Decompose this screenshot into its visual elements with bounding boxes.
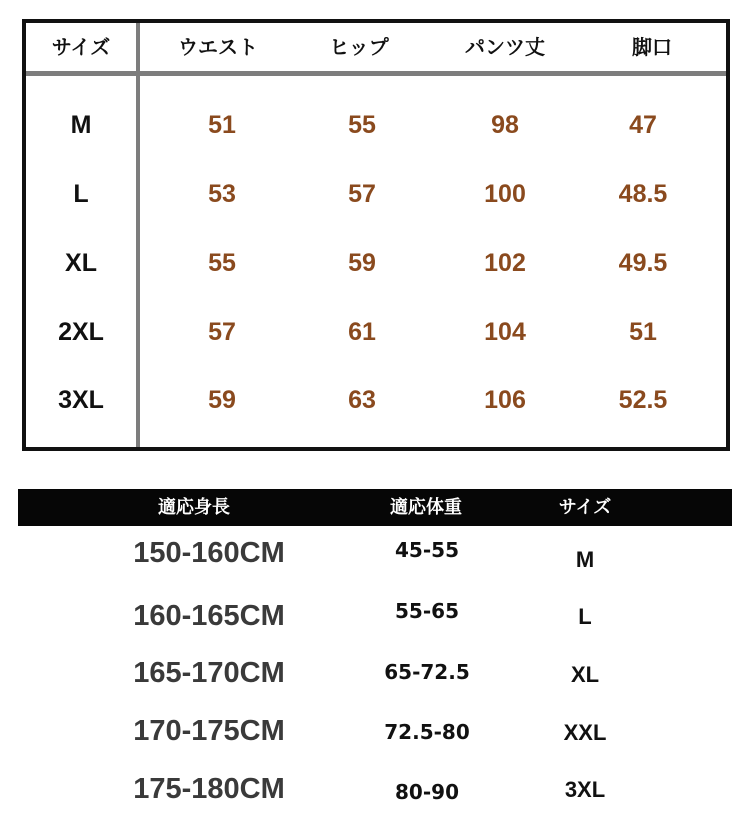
header-hip: ヒップ xyxy=(329,35,389,59)
hip-cell: 63 xyxy=(348,386,376,414)
header-fit-height: 適応身長 xyxy=(158,497,230,518)
header-divider xyxy=(26,71,726,76)
header-hem: 脚口 xyxy=(632,35,672,59)
waist-cell: 53 xyxy=(208,180,236,208)
fit-size-cell: L xyxy=(578,604,592,629)
fit-size-cell: 3XL xyxy=(564,777,606,802)
size-cell: L xyxy=(73,180,89,208)
length-cell: 102 xyxy=(484,249,526,277)
header-length: パンツ丈 xyxy=(465,35,545,59)
weight-cell: 65-72.5 xyxy=(384,660,470,684)
hem-cell: 48.5 xyxy=(618,180,668,208)
hem-cell: 51 xyxy=(629,318,657,346)
hem-cell: 49.5 xyxy=(618,249,668,277)
hip-cell: 59 xyxy=(348,249,376,277)
fit-size-cell: XL xyxy=(570,662,600,687)
size-cell: 3XL xyxy=(58,386,104,414)
waist-cell: 55 xyxy=(208,249,236,277)
length-cell: 98 xyxy=(491,111,519,139)
waist-cell: 59 xyxy=(208,386,236,414)
header-fit-weight: 適応体重 xyxy=(390,497,462,518)
hip-cell: 55 xyxy=(348,111,376,139)
hip-cell: 61 xyxy=(348,318,376,346)
size-cell: M xyxy=(70,111,92,139)
height-cell: 170-175CM xyxy=(133,715,285,747)
weight-cell: 80-90 xyxy=(395,780,459,804)
height-cell: 165-170CM xyxy=(133,657,285,689)
size-cell: XL xyxy=(65,249,97,277)
weight-cell: 45-55 xyxy=(395,538,459,562)
header-waist: ウエスト xyxy=(178,35,258,59)
header-fit-size: サイズ xyxy=(558,497,612,518)
size-cell: 2XL xyxy=(58,318,104,346)
hem-cell: 47 xyxy=(629,111,657,139)
length-cell: 100 xyxy=(484,180,526,208)
size-chart-table xyxy=(22,19,730,451)
height-cell: 160-165CM xyxy=(133,600,285,632)
column-divider xyxy=(136,23,140,447)
fit-size-cell: XXL xyxy=(563,720,607,745)
weight-cell: 72.5-80 xyxy=(384,720,470,744)
hip-cell: 57 xyxy=(348,180,376,208)
waist-cell: 57 xyxy=(208,318,236,346)
length-cell: 104 xyxy=(484,318,526,346)
fit-header-bar xyxy=(18,489,732,526)
fit-size-cell: M xyxy=(575,547,595,572)
height-cell: 175-180CM xyxy=(133,773,285,805)
weight-cell: 55-65 xyxy=(395,599,459,623)
header-size: サイズ xyxy=(51,35,111,59)
hem-cell: 52.5 xyxy=(618,386,668,414)
waist-cell: 51 xyxy=(208,111,236,139)
length-cell: 106 xyxy=(484,386,526,414)
height-cell: 150-160CM xyxy=(133,537,285,569)
